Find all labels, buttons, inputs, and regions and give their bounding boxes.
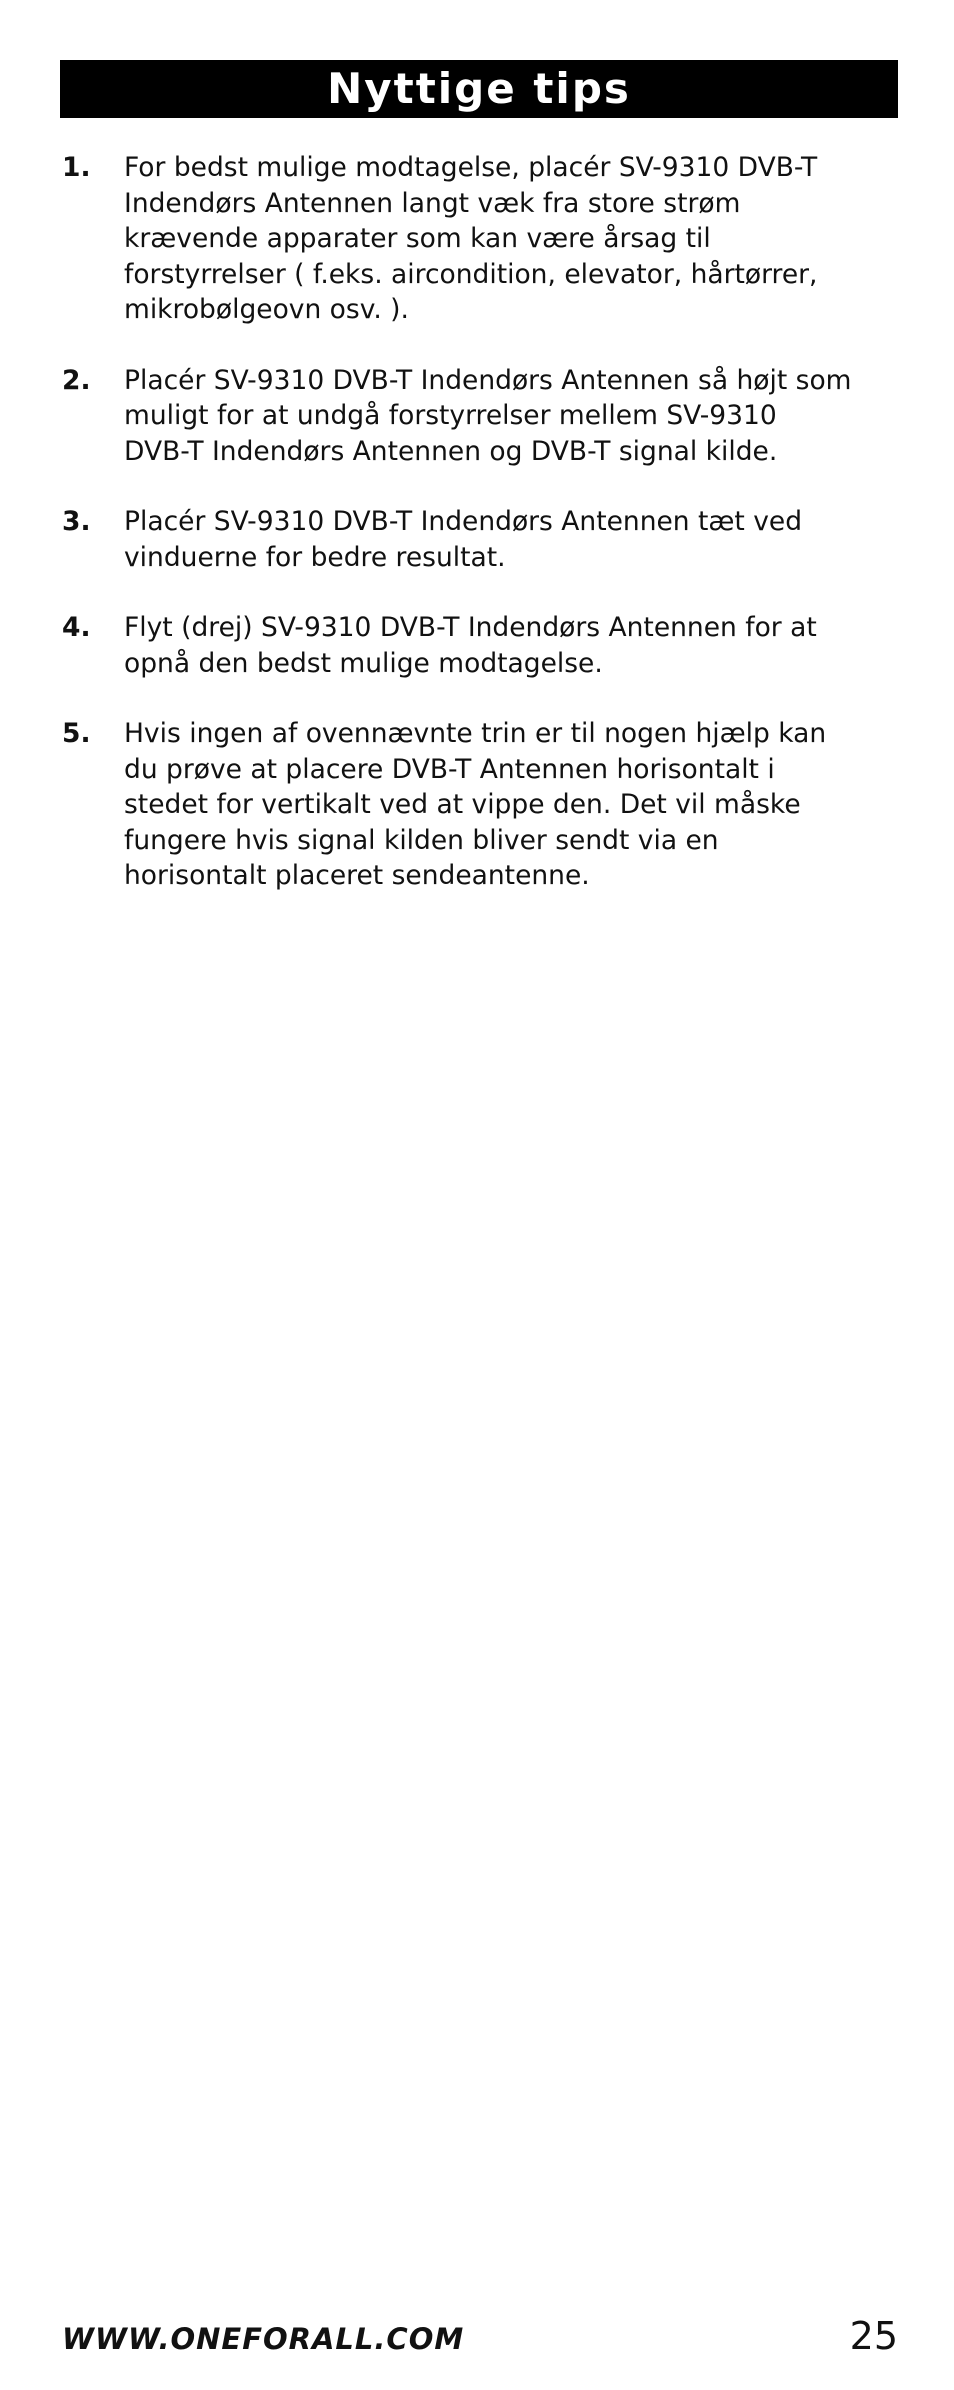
tip-line: vinduerne for bedre resultat.	[124, 541, 506, 573]
tip-text	[124, 716, 898, 894]
tip-item-5	[62, 716, 898, 894]
tip-line: mikrobølgeovn osv. ).	[124, 294, 409, 325]
tip-text	[124, 363, 898, 470]
tip-line: For bedst mulige modtagelse, placér SV-9310 DVB-T	[124, 152, 818, 183]
tip-line: stedet for vertikalt ved at vippe den. Det vil måske	[124, 789, 801, 820]
tips-list	[62, 150, 898, 929]
tip-item-3	[62, 504, 898, 575]
tip-text	[124, 610, 898, 681]
tip-line: Placér SV-9310 DVB-T Indendørs Antennen så højt som	[124, 364, 852, 396]
website-url: WWW.ONEFORALL.COM	[62, 2322, 465, 2356]
tip-line: forstyrrelser ( f.eks. aircondition, elevator, hårtørrer,	[124, 258, 818, 290]
tip-item-1	[62, 150, 898, 328]
tip-line: horisontalt placeret sendeantenne.	[124, 860, 590, 891]
tip-number: 3.	[62, 506, 91, 537]
tip-item-4	[62, 610, 898, 681]
tip-text	[124, 504, 898, 575]
tip-number: 4.	[62, 612, 91, 643]
tip-line: Indendørs Antennen langt væk fra store strøm	[124, 187, 741, 219]
tip-number: 2.	[62, 364, 91, 396]
tip-line: du prøve at placere DVB-T Antennen horisontalt i	[124, 753, 775, 785]
tip-line: krævende apparater som kan være årsag til	[124, 223, 711, 254]
tip-number: 5.	[62, 718, 91, 749]
tip-line: Hvis ingen af ovennævnte trin er til nogen hjælp kan	[124, 718, 827, 749]
tip-number: 1.	[62, 152, 91, 183]
page-title-bar	[60, 60, 898, 118]
page-title: Nyttige tips	[327, 64, 631, 113]
tip-line: opnå den bedst mulige modtagelse.	[124, 647, 603, 679]
tip-line: DVB-T Indendørs Antennen og DVB-T signal kilde.	[124, 435, 778, 467]
page-number: 25	[849, 2314, 898, 2358]
tip-item-2	[62, 363, 898, 470]
tip-line: Placér SV-9310 DVB-T Indendørs Antennen tæt ved	[124, 506, 803, 537]
tip-text	[124, 150, 898, 328]
tip-line: Flyt (drej) SV-9310 DVB-T Indendørs Antennen for at	[124, 612, 817, 643]
tip-line: muligt for at undgå forstyrrelser mellem SV-9310	[124, 400, 777, 431]
tip-line: fungere hvis signal kilden bliver sendt via en	[124, 824, 719, 856]
